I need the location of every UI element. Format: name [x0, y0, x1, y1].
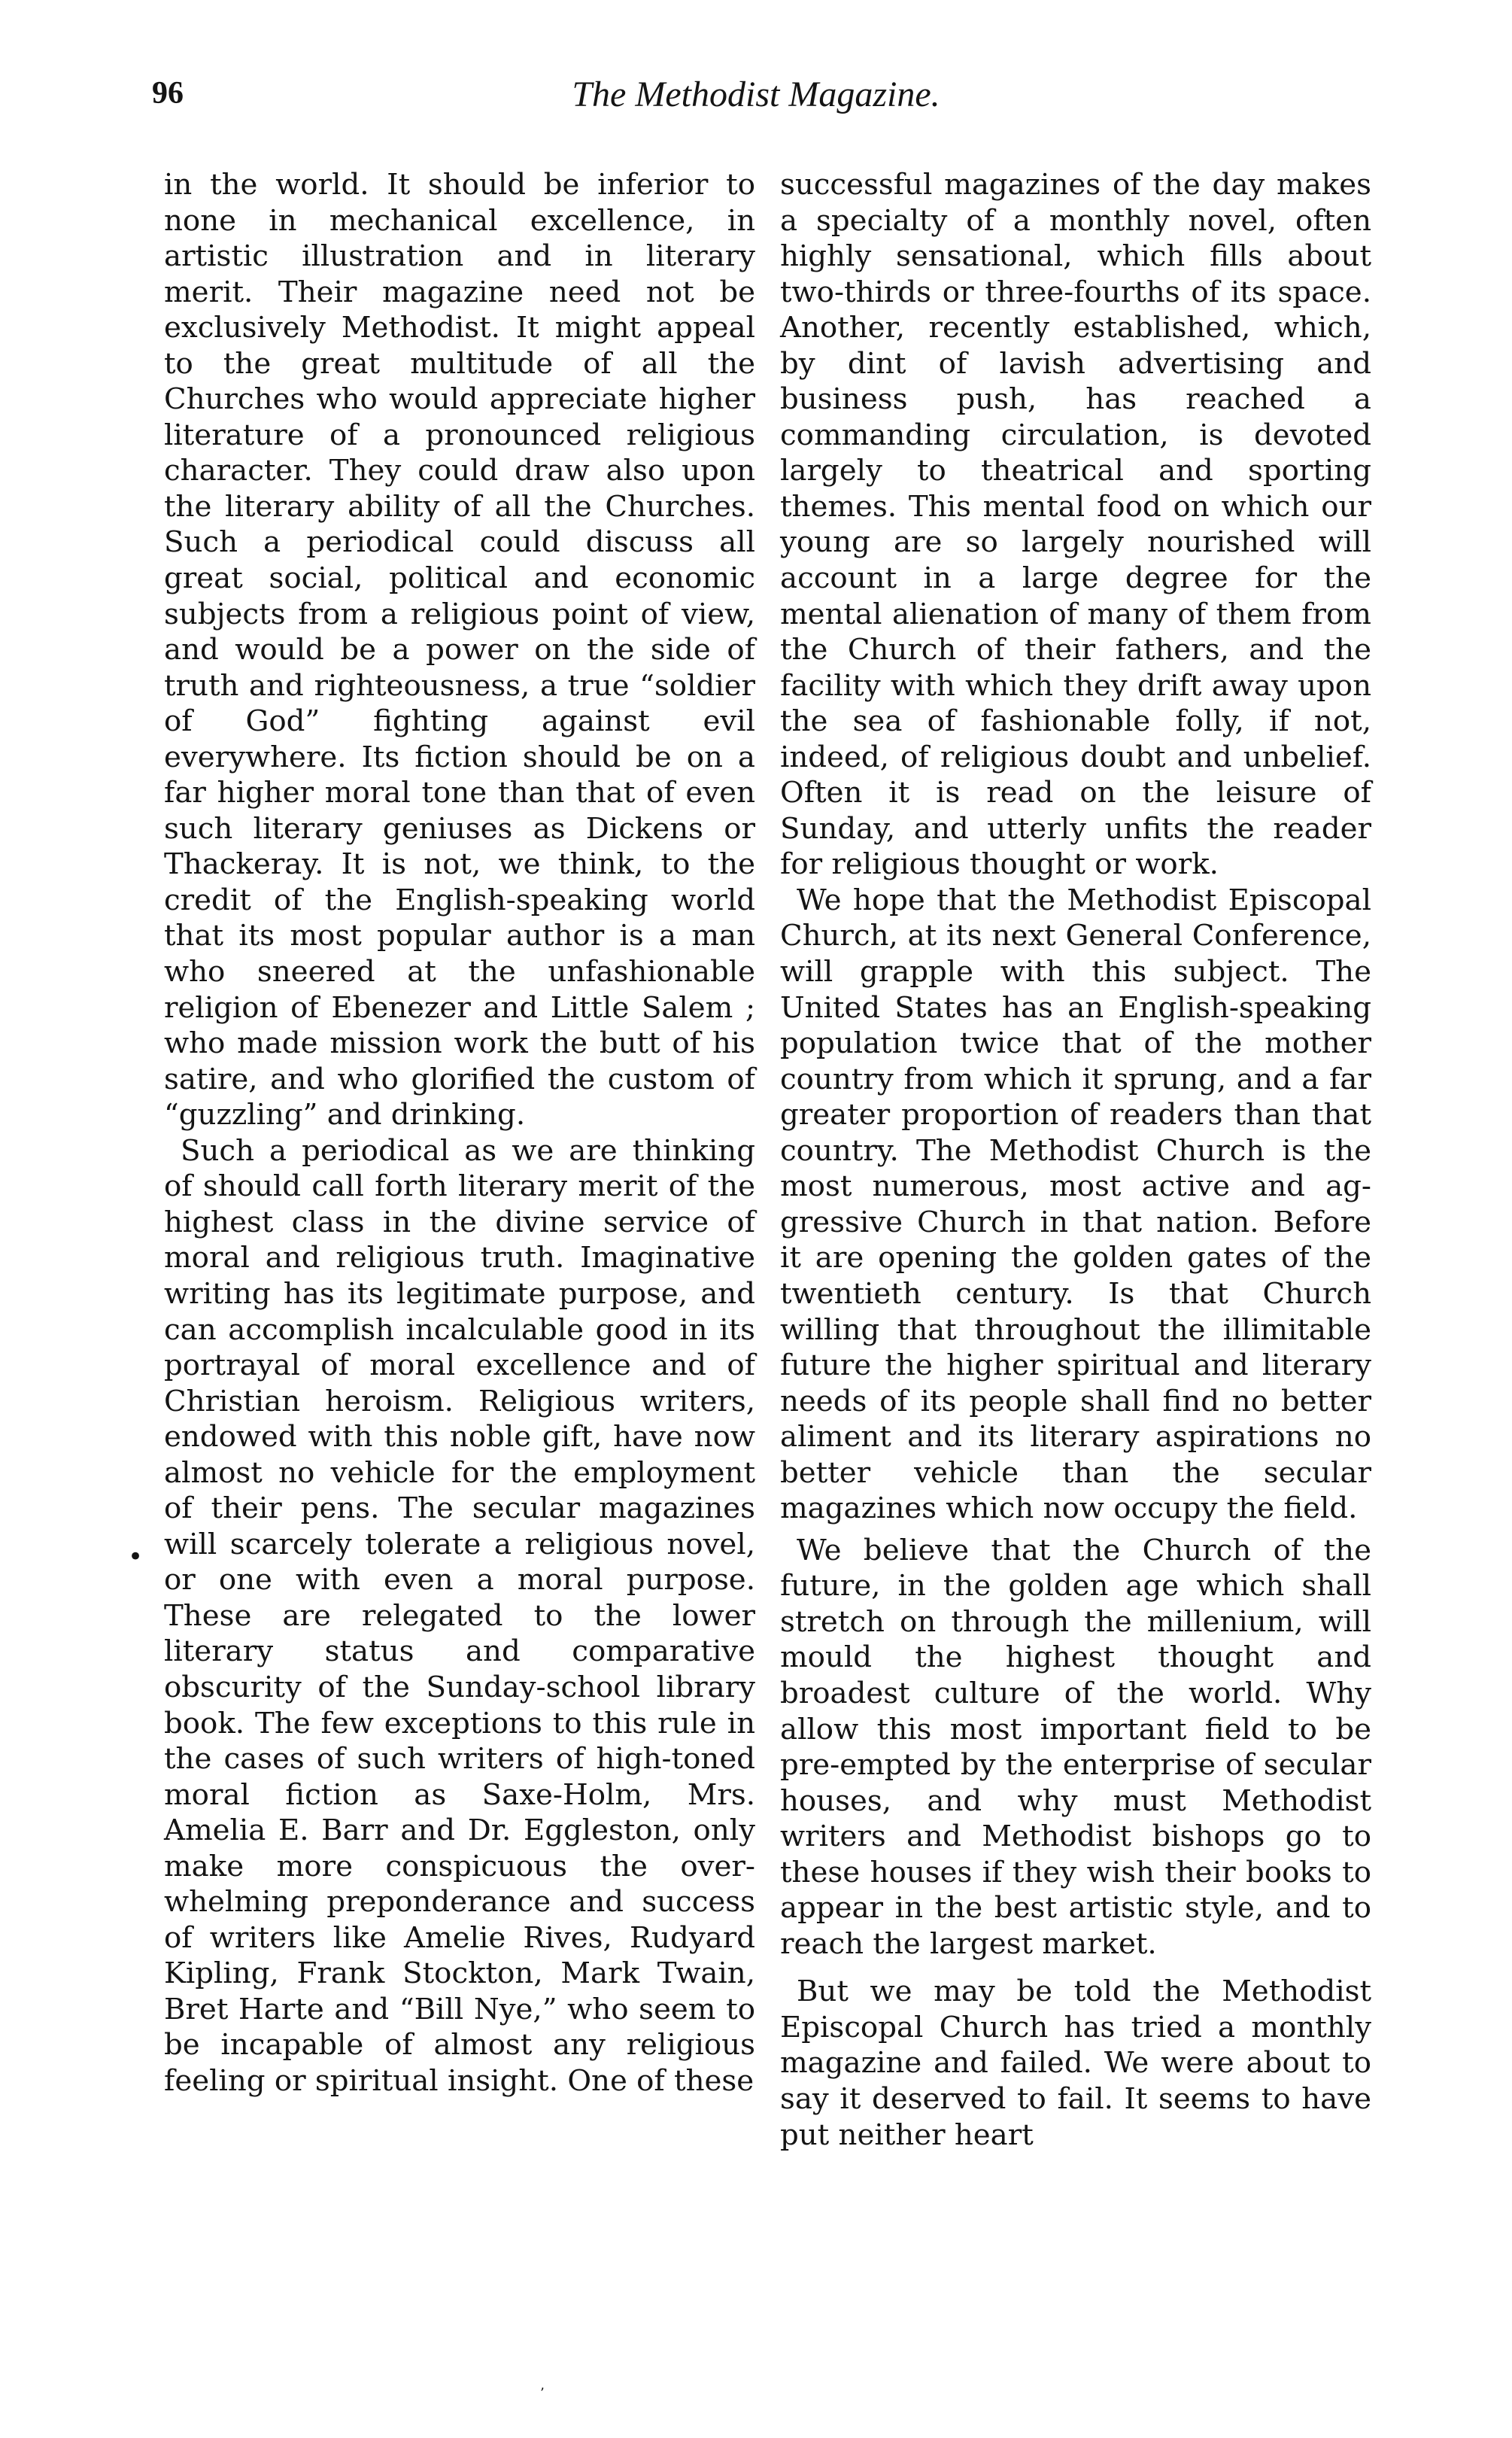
- bottom-mark: ’: [540, 2385, 545, 2401]
- paragraph: But we may be told the Methodist Episcopal Church has tried a monthly magazine and failed. We were about to say it deserved to fail. It seems to have put neither heart: [780, 1974, 1371, 2152]
- page-number: 96: [152, 76, 184, 111]
- paragraph: We hope that the Methodist Episcopal Church, at its next General Conference, will grapple with this subject. The United States has an English-speaking population twice that of the mother country from which it sprung, and a far greater proportion of readers than that country. The Methodist Church is the most numerous, most active and aggressive Church in that nation. Before it are opening the golden gates of the twentieth century. Is that Church willing that throughout the illimitable future the higher spiritual and literary needs of its people shall find no better aliment and its literary aspirations no better vehicle than the secular magazines which now occupy the field.: [780, 883, 1371, 1526]
- paragraph: Such a periodical as we are thinking of should call forth literary merit of the highest class in the divine service of moral and religious truth. Imaginative writing has its legitimate purpose, and can accomplish incalculable good in its portrayal of moral excellence and of Christian heroism. Religious writers, endowed with this noble gift, have now almost no vehicle for the employment of their pens. The secular magazines will scarcely tolerate a religious novel, or one with even a moral purpose. These are relegated to the lower literary status and comparative obscurity of the Sunday-school library book. The few exceptions to this rule in the cases of such writers of high-toned moral fiction as Saxe-Holm, Mrs. Amelia E. Barr and Dr. Eggleston, only make more conspicuous the overwhelming preponderance and success of writers like Amelie Rives, Rudyard Kipling, Frank Stockton, Mark Twain, Bret Harte and “Bill Nye,” who seem to be incapable of almost any religious feeling or spiritual insight. One of these: [164, 1133, 755, 2098]
- running-title: The Methodist Magazine.: [572, 74, 940, 114]
- paragraph: in the world. It should be inferior to none in mechanical excellence, in artistic illustration and in literary merit. Their magazine need not be exclusively Methodist. It might appeal to the great multitude of all the Churches who would appreciate higher literature of a pronounced religious character. They could draw also upon the literary ability of all the Churches. Such a periodical could discuss all great social, political and economic subjects from a religious point of view, and would be a power on the side of truth and righteousness, a true “soldier of God” fighting against evil everywhere. Its fiction should be on a far higher moral tone than that of even such literary geniuses as Dickens or Thackeray. It is not, we think, to the credit of the English-speaking world that its most popular author is a man who sneered at the unfashionable religion of Ebenezer and Little Salem ; who made mission work the butt of his satire, and who glorified the custom of “guzzling” and drinking.: [164, 168, 755, 1132]
- left-column: [164, 167, 755, 2099]
- right-column: [780, 167, 1371, 2153]
- paragraph: We believe that the Church of the future, in the golden age which shall stretch on through the millenium, will mould the highest thought and broadest culture of the world. Why allow this most important field to be pre-empted by the enterprise of secular houses, and why must Methodist writers and Methodist bishops go to these houses if they wish their books to appear in the best artistic style, and to reach the largest market.: [780, 1533, 1371, 1961]
- paragraph: successful magazines of the day makes a specialty of a monthly novel, often highly sensational, which fills about two-thirds or three-fourths of its space. Another, recently established, which, by dint of lavish advertising and business push, has reached a commanding circulation, is devoted largely to theatrical and sporting themes. This mental food on which our young are so largely nourished will account in a large degree for the mental alienation of many of them from the Church of their fathers, and the facility with which they drift away upon the sea of fashionable folly, if not, indeed, of religious doubt and unbelief. Often it is read on the leisure of Sunday, and utterly unfits the reader for religious thought or work.: [780, 168, 1371, 882]
- margin-mark: •: [128, 1542, 144, 1572]
